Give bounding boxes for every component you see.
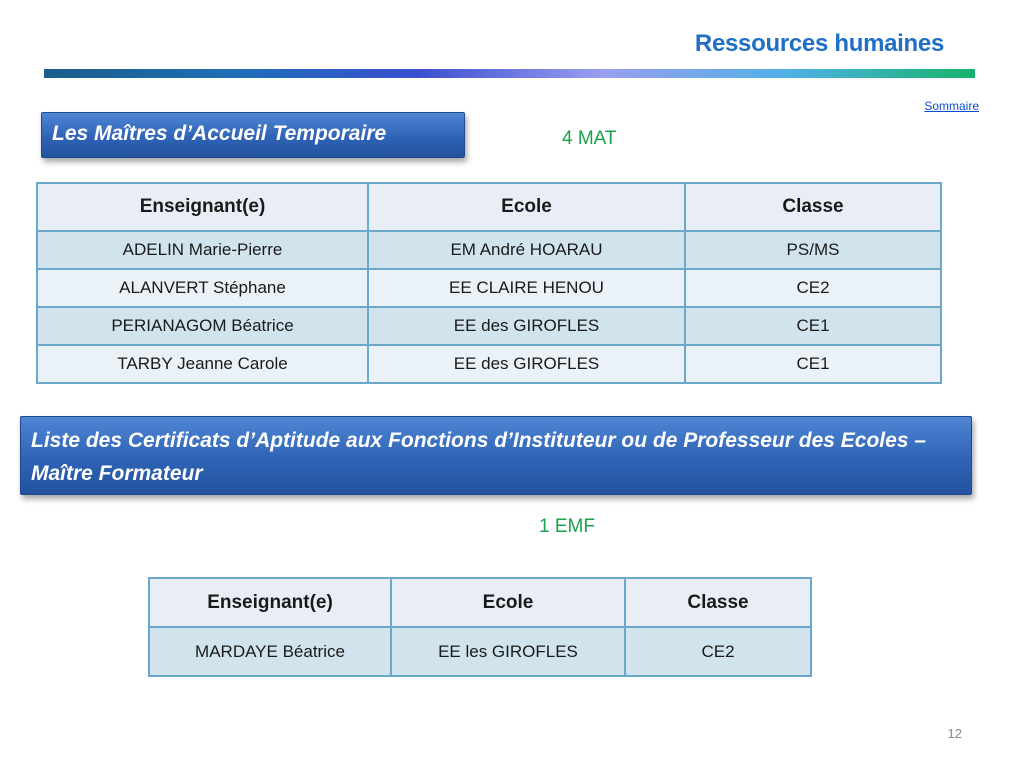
table-row bbox=[149, 627, 811, 676]
cell-school: EE CLAIRE HENOU bbox=[368, 269, 685, 307]
column-header-school: Ecole bbox=[368, 183, 685, 231]
section-title-emf: Liste des Certificats d’Aptitude aux Fonctions d’Instituteur ou de Professeur des Ecoles – Maître Formateur bbox=[20, 416, 972, 495]
cell-teacher: MARDAYE Béatrice bbox=[149, 627, 391, 676]
cell-school: EM André HOARAU bbox=[368, 231, 685, 269]
section-title-mat: Les Maîtres d’Accueil Temporaire bbox=[41, 112, 465, 158]
page-number: 12 bbox=[947, 726, 962, 741]
column-header-class: Classe bbox=[685, 183, 941, 231]
cell-class: CE1 bbox=[685, 307, 941, 345]
cell-class: CE1 bbox=[685, 345, 941, 383]
cell-school: EE les GIROFLES bbox=[391, 627, 625, 676]
cell-class: PS/MS bbox=[685, 231, 941, 269]
sommaire-link[interactable]: Sommaire bbox=[924, 99, 979, 113]
emf-table bbox=[148, 577, 812, 677]
column-header-school: Ecole bbox=[391, 578, 625, 627]
table-header-row bbox=[37, 183, 941, 231]
column-header-class: Classe bbox=[625, 578, 811, 627]
slide-title: Ressources humaines bbox=[694, 30, 944, 57]
mat-table bbox=[36, 182, 942, 384]
cell-school: EE des GIROFLES bbox=[368, 307, 685, 345]
cell-teacher: TARBY Jeanne Carole bbox=[37, 345, 368, 383]
cell-class: CE2 bbox=[625, 627, 811, 676]
column-header-teacher: Enseignant(e) bbox=[149, 578, 391, 627]
cell-school: EE des GIROFLES bbox=[368, 345, 685, 383]
header-gradient-bar bbox=[44, 69, 975, 78]
table-row bbox=[37, 231, 941, 269]
table-header-row bbox=[149, 578, 811, 627]
cell-teacher: PERIANAGOM Béatrice bbox=[37, 307, 368, 345]
mat-count: 4 MAT bbox=[562, 128, 617, 149]
table-row bbox=[37, 307, 941, 345]
table-row bbox=[37, 269, 941, 307]
cell-class: CE2 bbox=[685, 269, 941, 307]
cell-teacher: ADELIN Marie-Pierre bbox=[37, 231, 368, 269]
emf-count: 1 EMF bbox=[539, 516, 595, 537]
column-header-teacher: Enseignant(e) bbox=[37, 183, 368, 231]
table-row bbox=[37, 345, 941, 383]
cell-teacher: ALANVERT Stéphane bbox=[37, 269, 368, 307]
